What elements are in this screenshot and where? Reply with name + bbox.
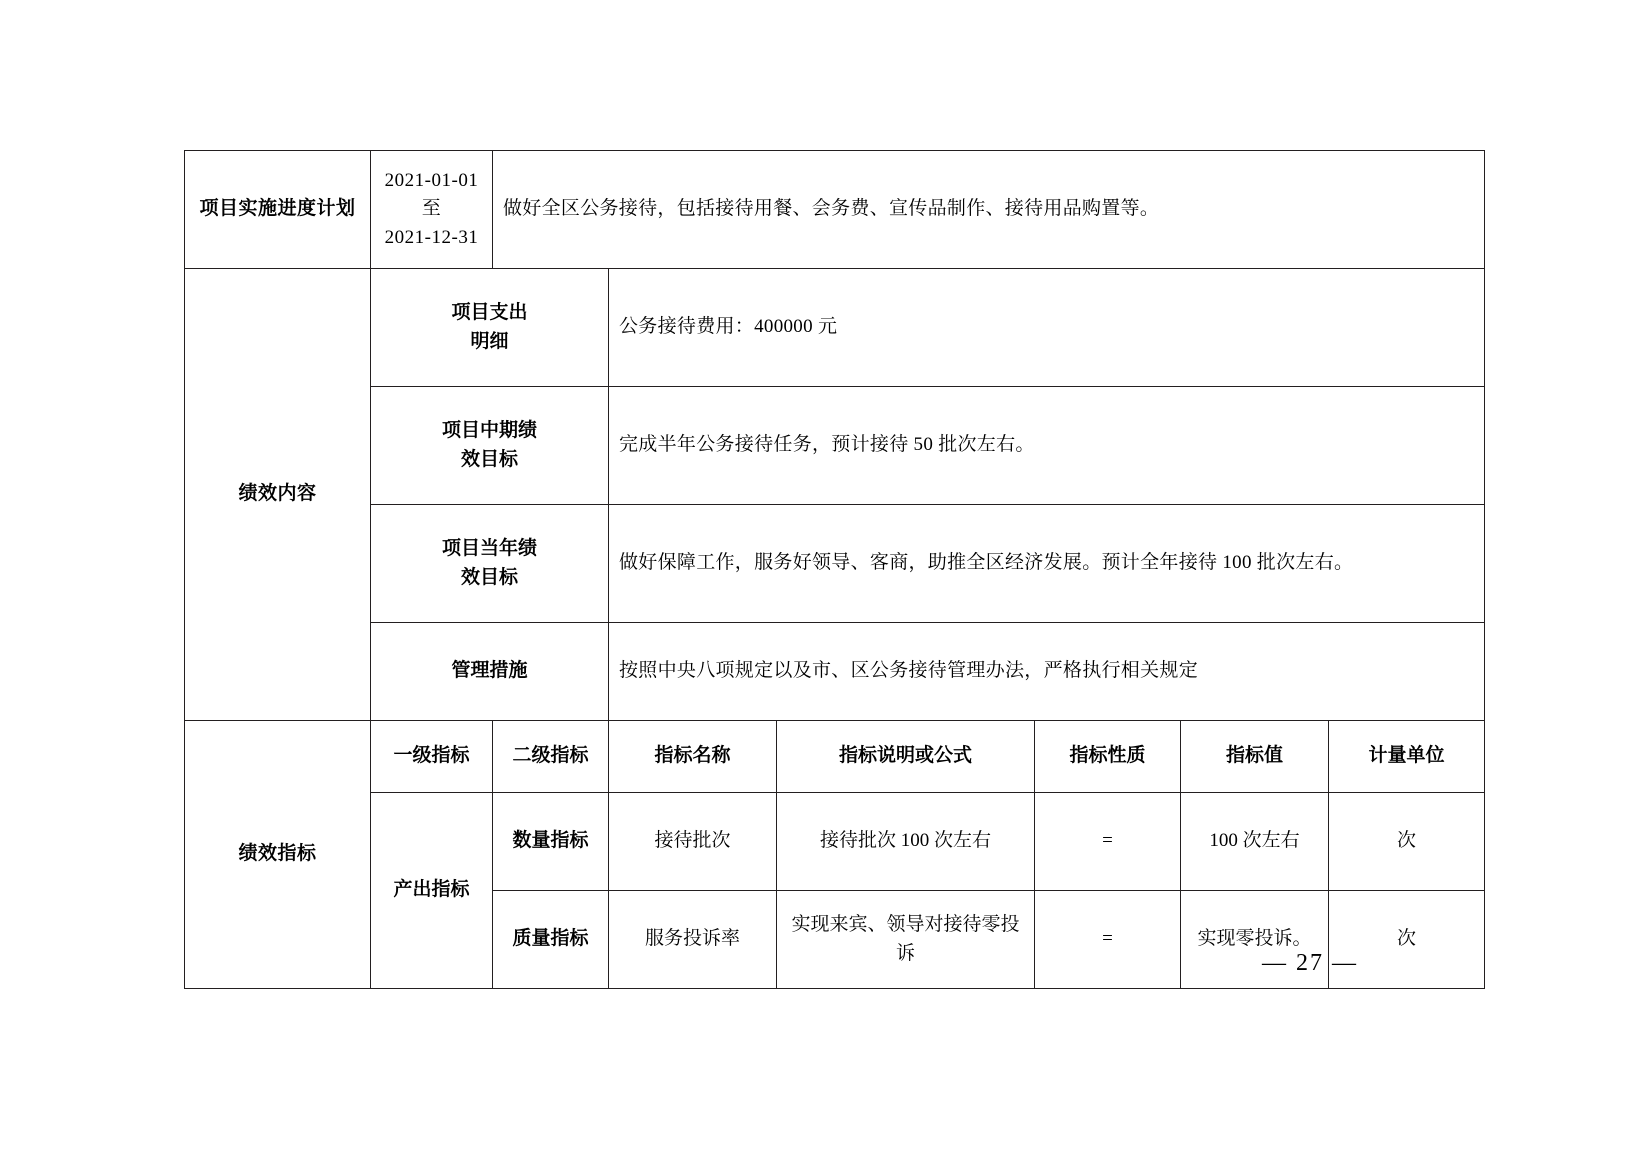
row-label-line2: 效目标 xyxy=(460,448,518,470)
row-label-line2: 效目标 xyxy=(460,566,518,588)
row-label-management-measures: 管理措施 xyxy=(371,623,609,721)
indicator-nature-quantity: = xyxy=(1035,793,1181,891)
indicator-formula-quality: 实现来宾、领导对接待零投诉 xyxy=(777,891,1035,989)
row-label-midterm-goal xyxy=(371,387,609,505)
row-label-expenditure-detail xyxy=(371,269,609,387)
indicator-name-quality: 服务投诉率 xyxy=(609,891,777,989)
indicator-name-quantity: 接待批次 xyxy=(609,793,777,891)
table-row-schedule xyxy=(185,151,1485,269)
indicator-level2-quantity: 数量指标 xyxy=(493,793,609,891)
table-row-indicator-headers xyxy=(185,721,1485,793)
performance-content-label: 绩效内容 xyxy=(185,269,371,721)
row-label-line1: 项目当年绩 xyxy=(441,538,537,559)
row-value-expenditure-detail: 公务接待费用：400000 元 xyxy=(609,269,1485,387)
indicator-level2-quality: 质量指标 xyxy=(493,891,609,989)
header-level1: 一级指标 xyxy=(371,721,493,793)
row-value-management-measures: 按照中央八项规定以及市、区公务接待管理办法，严格执行相关规定 xyxy=(609,623,1485,721)
indicator-unit-quality: 次 xyxy=(1329,891,1485,989)
performance-table xyxy=(184,150,1485,989)
indicator-value-quantity: 100 次左右 xyxy=(1181,793,1329,891)
page-number: — 27 — xyxy=(1262,950,1358,976)
header-value: 指标值 xyxy=(1181,721,1329,793)
schedule-date-middle: 至 xyxy=(421,198,442,220)
table-row-management-measures xyxy=(185,623,1485,721)
table-row-annual-goal xyxy=(185,505,1485,623)
header-name: 指标名称 xyxy=(609,721,777,793)
indicator-value-quality: 实现零投诉。 xyxy=(1181,891,1329,989)
table-row-indicator-quantity xyxy=(185,793,1485,891)
schedule-content: 做好全区公务接待，包括接待用餐、会务费、宣传品制作、接待用品购置等。 xyxy=(493,151,1485,269)
indicator-unit-quantity: 次 xyxy=(1329,793,1485,891)
row-label-line2: 明细 xyxy=(470,330,509,352)
table-row-midterm-goal xyxy=(185,387,1485,505)
indicator-nature-quality: = xyxy=(1035,891,1181,989)
row-label-line1: 项目中期绩 xyxy=(441,420,537,441)
table-row-expenditure-detail xyxy=(185,269,1485,387)
row-label-annual-goal xyxy=(371,505,609,623)
header-formula: 指标说明或公式 xyxy=(777,721,1035,793)
performance-indicators-label: 绩效指标 xyxy=(185,721,371,989)
header-nature: 指标性质 xyxy=(1035,721,1181,793)
header-unit: 计量单位 xyxy=(1329,721,1485,793)
schedule-date-range xyxy=(371,151,493,269)
schedule-date-start: 2021-01-01 xyxy=(384,169,479,191)
row-value-midterm-goal: 完成半年公务接待任务，预计接待 50 批次左右。 xyxy=(609,387,1485,505)
schedule-date-end: 2021-12-31 xyxy=(384,226,479,248)
schedule-label: 项目实施进度计划 xyxy=(185,151,371,269)
indicator-formula-quantity: 接待批次 100 次左右 xyxy=(777,793,1035,891)
indicator-level1-output: 产出指标 xyxy=(371,793,493,989)
row-value-annual-goal: 做好保障工作，服务好领导、客商，助推全区经济发展。预计全年接待 100 批次左右。 xyxy=(609,505,1485,623)
header-level2: 二级指标 xyxy=(493,721,609,793)
row-label-line1: 项目支出 xyxy=(451,302,528,323)
